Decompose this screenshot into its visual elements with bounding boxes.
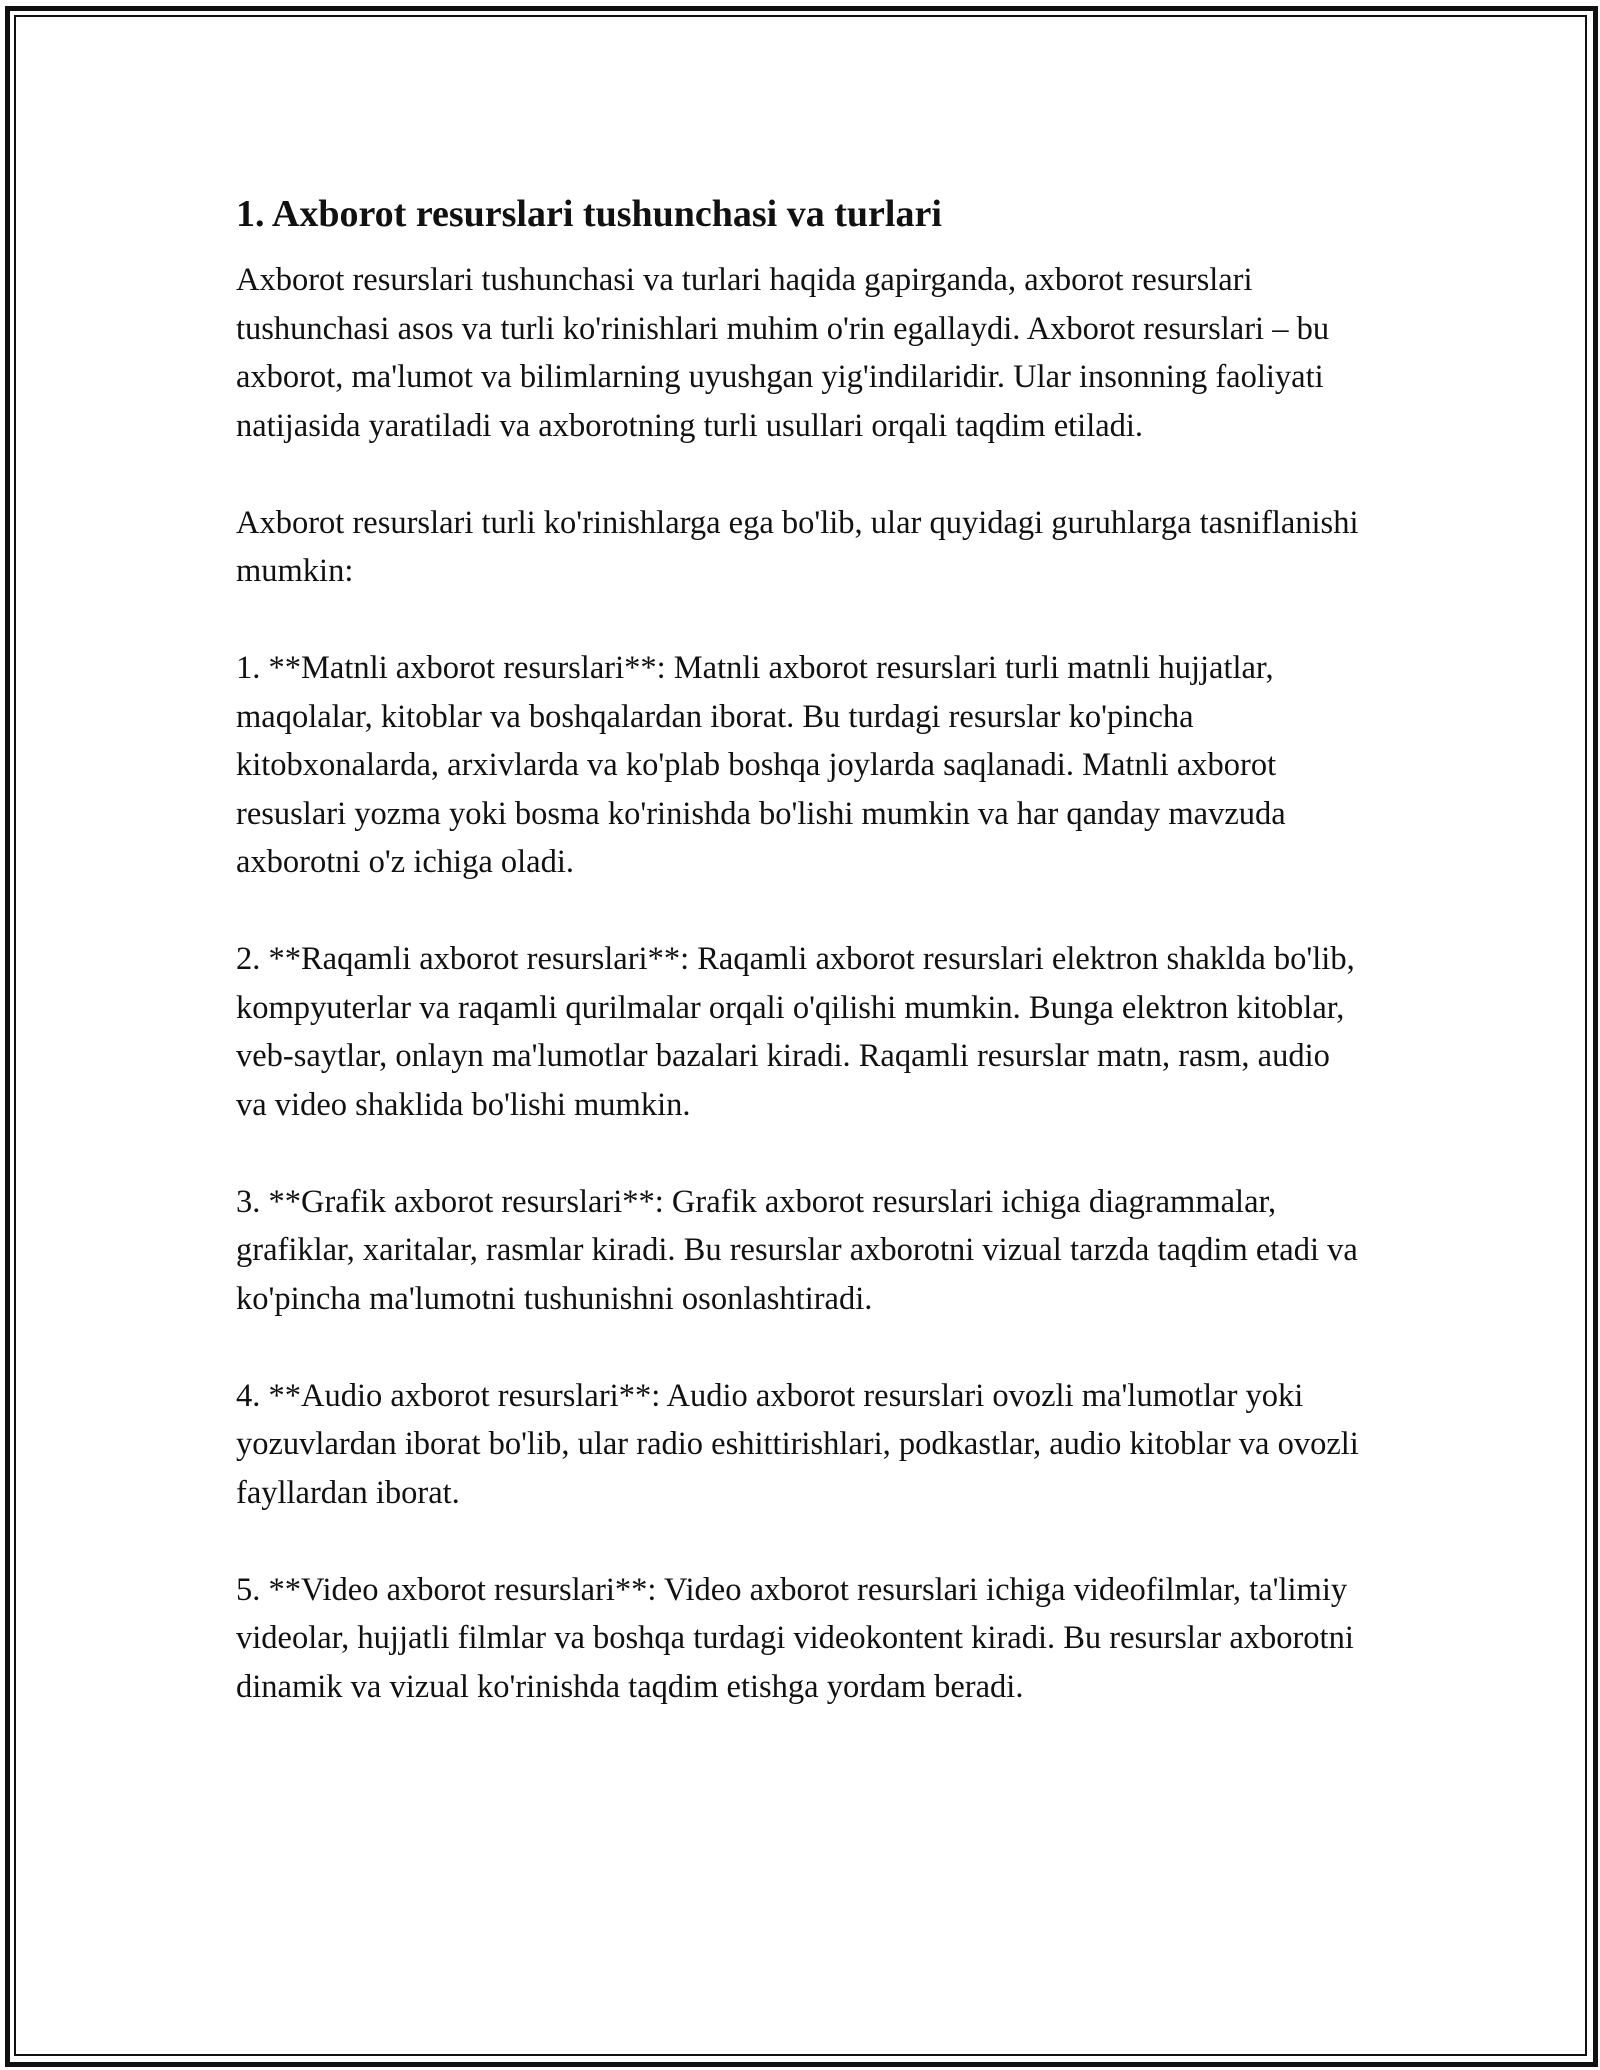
section-heading: 1. Axborot resurslari tushunchasi va turlari bbox=[236, 193, 942, 235]
list-item-text-resources: 1. **Matnli axborot resurslari**: Matnli axborot resurslari turli matnli hujjatlar, maqolalar, kitoblar va boshqalardan iborat. Bu turdagi resurslar ko'pincha kitobxonalarda, arxivlarda va ko'plab boshqa joylarda saqlanadi. Matnli axborot resuslari yozma yoki bosma ko'rinishda bo'lishi mumkin va har qanday mavzuda axborotni o'z ichiga oladi. bbox=[236, 650, 1286, 880]
list-item-digital-resources: 2. **Raqamli axborot resurslari**: Raqamli axborot resurslari elektron shaklda bo'lib, kompyuterlar va raqamli qurilmalar orqali o'qilishi mumkin. Bunga elektron kitoblar, veb-saytlar, onlayn ma'lumotlar bazalari kiradi. Raqamli resurslar matn, rasm, audio va video shaklida bo'lishi mumkin. bbox=[236, 941, 1355, 1123]
intro-paragraph: Axborot resurslari tushunchasi va turlari haqida gapirganda, axborot resurslari tushunchasi asos va turli ko'rinishlari muhim o'rin egallaydi. Axborot resurslari – bu axborot, ma'lumot va bilimlarning uyushgan yig'indilaridir. Ular insonning faoliyati natijasida yaratiladi va axborotning turli usullari orqali taqdim etiladi. bbox=[236, 262, 1330, 444]
document-body bbox=[236, 182, 1366, 1711]
list-item-audio-resources: 4. **Audio axborot resurslari**: Audio axborot resurslari ovozli ma'lumotlar yoki yozuvlardan iborat bo'lib, ular radio eshittirishlari, podkastlar, audio kitoblar va ovozli fayllardan iborat. bbox=[236, 1377, 1359, 1511]
list-item-graphic-resources: 3. **Grafik axborot resurslari**: Grafik axborot resurslari ichiga diagrammalar, grafiklar, xaritalar, rasmlar kiradi. Bu resurslar axborotni vizual tarzda taqdim etadi va ko'pincha ma'lumotni tushunishni osonlashtiradi. bbox=[236, 1183, 1358, 1317]
classification-paragraph: Axborot resurslari turli ko'rinishlarga ega bo'lib, ular quyidagi guruhlarga tasniflanishi mumkin: bbox=[236, 504, 1359, 589]
list-item-video-resources: 5. **Video axborot resurslari**: Video axborot resurslari ichiga videofilmlar, ta'limiy videolar, hujjatli filmlar va boshqa turdagi videokontent kiradi. Bu resurslar axborotni dinamik va vizual ko'rinishda taqdim etishga yordam beradi. bbox=[236, 1571, 1354, 1705]
